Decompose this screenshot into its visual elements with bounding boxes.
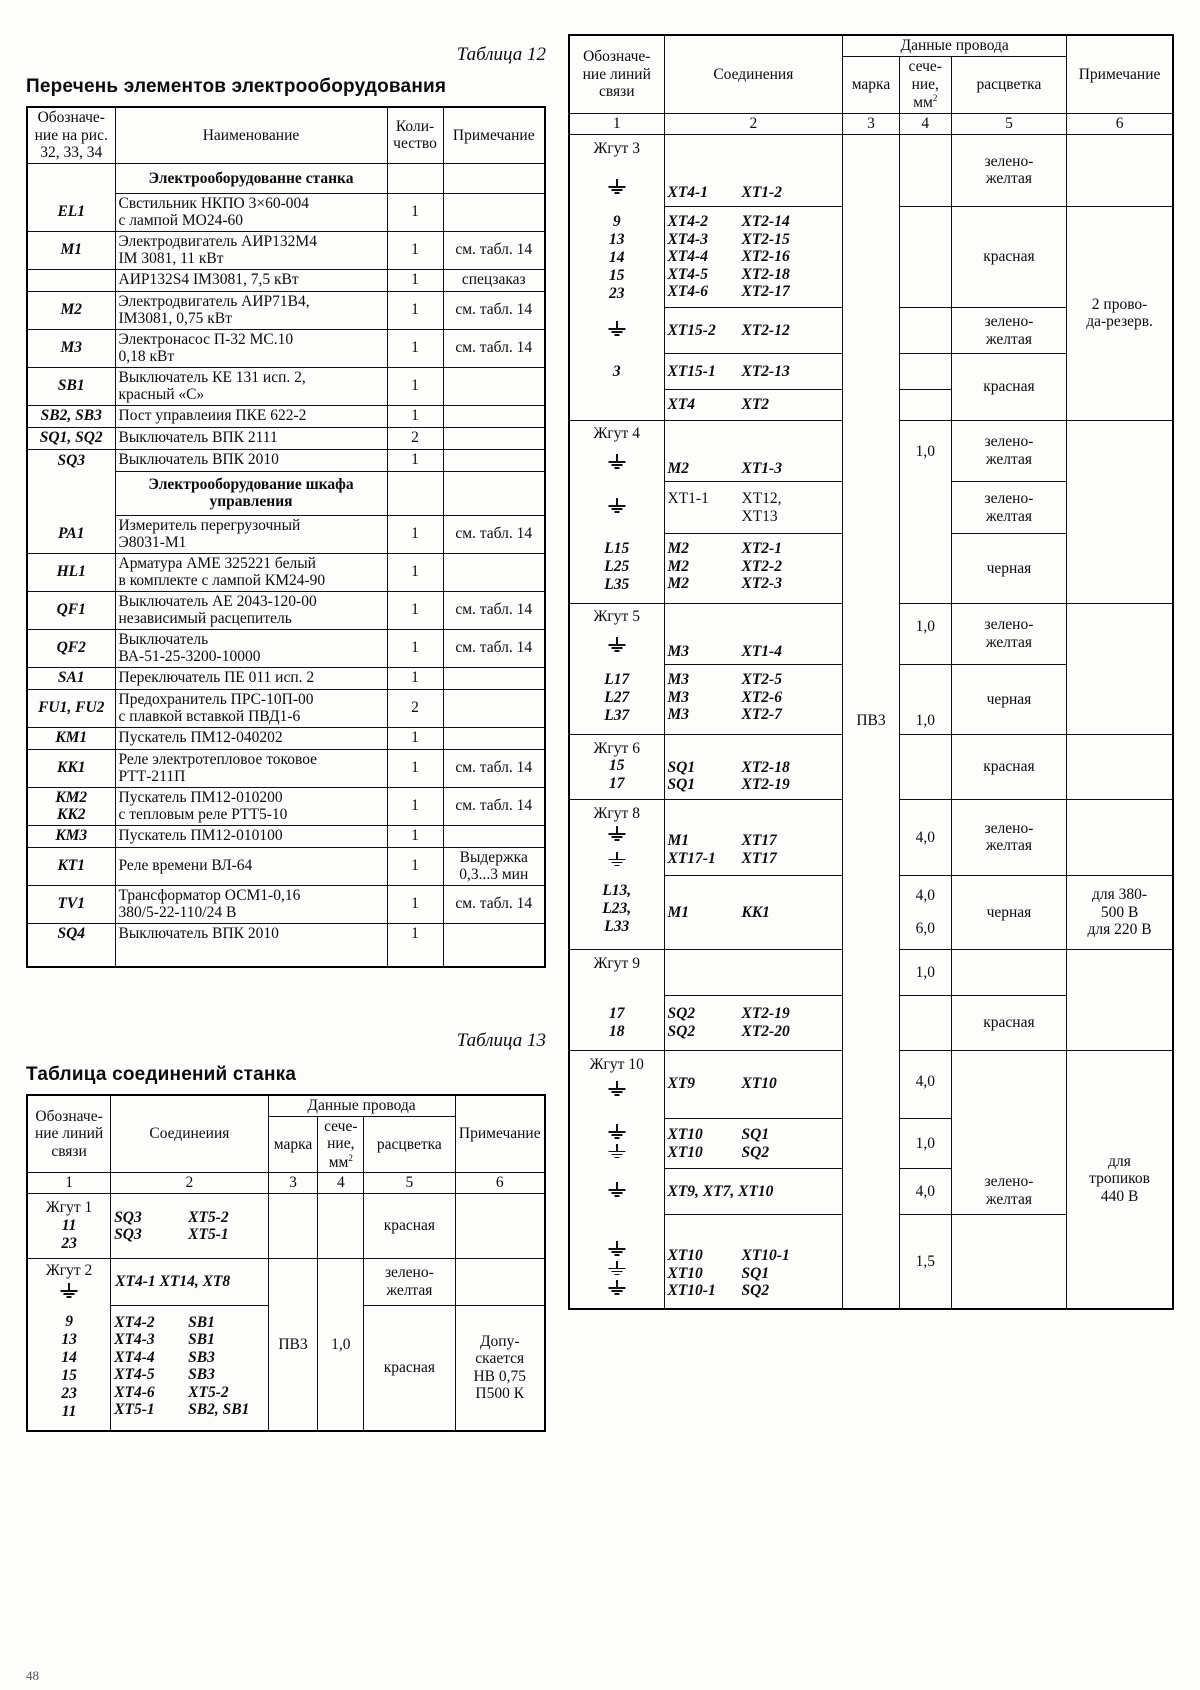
- cell-line-codes: L17 L27 L37: [569, 665, 664, 735]
- cell-designation: KT1: [27, 847, 115, 885]
- colnum-1: 1: [27, 1173, 111, 1194]
- cell-connections: M3 XT1-4: [664, 603, 843, 665]
- cell-note: см. табл. 14: [443, 291, 545, 329]
- table-row-jgut3-ground: [569, 134, 1173, 207]
- table12-caption: Таблица 12: [456, 44, 546, 65]
- right-column: [568, 34, 1174, 1310]
- cell-name: Выключатель ВПК 2010: [115, 923, 387, 945]
- table-row: [27, 591, 545, 629]
- cell-section: [899, 207, 951, 308]
- cell-name: Электродвигатель АИР132М4 IM 3081, 11 кВт: [115, 231, 387, 269]
- cell-note: [443, 923, 545, 945]
- ground-icon: [573, 1144, 661, 1164]
- table-row: [27, 269, 545, 291]
- cell-name: Пускатель ПМ12-040202: [115, 727, 387, 749]
- cell-color: черная: [951, 665, 1066, 735]
- empty-cell: [443, 163, 545, 193]
- colnum-5: 5: [364, 1173, 455, 1194]
- cell-section: [899, 308, 951, 354]
- cell-note: см. табл. 14: [443, 329, 545, 367]
- th-connections: Соединеиия: [111, 1095, 268, 1173]
- table-row: [27, 667, 545, 689]
- cell-designation: SB1: [27, 367, 115, 405]
- cell-section: 1,0: [899, 1119, 951, 1169]
- table-row: [27, 727, 545, 749]
- cell-color: черная: [951, 876, 1066, 950]
- cell-connections: XT9, XT7, XT10: [664, 1169, 843, 1215]
- cell-color: [951, 949, 1066, 996]
- ground-icon: [573, 826, 661, 846]
- left-column: [26, 44, 546, 1432]
- cell-color: зелено- желтая: [951, 308, 1066, 354]
- cell-note: [443, 825, 545, 847]
- cell-harness-label: Жгут 1 11 23: [27, 1194, 111, 1259]
- cell-color: зелено- желтая: [951, 420, 1066, 482]
- colnum-5: 5: [951, 113, 1066, 134]
- table12: [26, 106, 546, 968]
- cell-section: [899, 734, 951, 799]
- cell-harness-label: Жгут 9: [569, 949, 664, 996]
- cell-quantity: 1: [387, 667, 443, 689]
- cell-name: Выключатель ВПК 2010: [115, 449, 387, 471]
- cell-name: Выключатель КЕ 131 исп. 2, красный «С»: [115, 367, 387, 405]
- cell-color: зелено- желтая: [951, 603, 1066, 665]
- ground-icon: [573, 1081, 661, 1101]
- cell-quantity: 1: [387, 885, 443, 923]
- cell-note: [1067, 420, 1173, 603]
- cell-harness-label: Жгут 3: [569, 134, 664, 207]
- cell-color: черная: [951, 534, 1066, 604]
- cell-quantity: 1: [387, 291, 443, 329]
- table-row: [27, 787, 545, 825]
- cell-note: Допу- скается НВ 0,75 П500 К: [455, 1305, 545, 1431]
- table-row-spacer: [27, 945, 545, 967]
- table12r-column-numbers: [569, 113, 1173, 134]
- cell-harness-label: Жгут 8: [569, 799, 664, 876]
- cell-name: Реле времени ВЛ-64: [115, 847, 387, 885]
- table-row: [27, 689, 545, 727]
- cell-note: [1067, 949, 1173, 1050]
- cell-name: Арматура АМЕ 325221 белый в комплекте с лампой КМ24-90: [115, 553, 387, 591]
- cell-connections: XT15-2 XT2-12: [664, 308, 843, 354]
- cell-designation: SB2, SB3: [27, 405, 115, 427]
- th-color: расцветка: [364, 1116, 455, 1173]
- th-wire-data-group: Данные провода: [268, 1095, 455, 1117]
- cell-quantity: 1: [387, 553, 443, 591]
- ground-icon: [573, 1261, 661, 1281]
- cell-line-codes: 17 18: [569, 996, 664, 1051]
- cell-designation: TV1: [27, 885, 115, 923]
- section-heading-machine: Электрооборудованне станка: [115, 163, 387, 193]
- table12-header-row: [27, 107, 545, 163]
- cell-connections: XT9 XT10: [664, 1050, 843, 1119]
- cell-designation: QF2: [27, 629, 115, 667]
- th-mark: марка: [268, 1116, 318, 1173]
- cell-quantity: 1: [387, 515, 443, 553]
- empty-cell: [387, 471, 443, 515]
- ground-icon: [608, 321, 626, 336]
- cell-designation: [27, 269, 115, 291]
- cell-section: [899, 390, 951, 421]
- cell-quantity: 1: [387, 193, 443, 231]
- cell-note: [443, 405, 545, 427]
- cell-quantity: 1: [387, 591, 443, 629]
- cell-designation: SQ3: [27, 449, 115, 471]
- cell-connections: XT4-2 XT2-14 XT4-3 XT2-15 XT4-4 XT2-16 XT4-5 XT2-18 XT4-6 XT2-17: [664, 207, 843, 308]
- cell-quantity: 1: [387, 847, 443, 885]
- cell-section: 1,0: [318, 1259, 364, 1432]
- cell-quantity: 1: [387, 269, 443, 291]
- cell-quantity: 1: [387, 629, 443, 667]
- cell-connections: XT4-2 SB1 XT4-3 SB1 XT4-4 SB3 XT4-5 SB3 XT4-6 XT5-2 XT5-1 SB2, SB1: [111, 1305, 268, 1431]
- empty-cell: [115, 945, 387, 967]
- cell-name: Предохранитель ПРС-10П-00 с плавкой вставкой ПВД1-6: [115, 689, 387, 727]
- cell-color: красная: [364, 1305, 455, 1431]
- cell-name: Трансформатор ОСМ1-0,16 380/5-22-110/24 В: [115, 885, 387, 923]
- cell-empty: [569, 390, 664, 421]
- table-row: [27, 749, 545, 787]
- cell-connections: M1 KK1: [664, 876, 843, 950]
- table13-header-row-1: [27, 1095, 545, 1117]
- th-line-designation: Обозначе- ние линий связи: [569, 35, 664, 113]
- cell-quantity: 1: [387, 923, 443, 945]
- cell-note: [443, 449, 545, 471]
- cell-harness-label: Жгут 2: [27, 1259, 111, 1306]
- ground-icon: [573, 1124, 661, 1144]
- table-row: [27, 515, 545, 553]
- cell-designation: PA1: [27, 515, 115, 553]
- table-row: [27, 825, 545, 847]
- cell-designation: KK1: [27, 749, 115, 787]
- table-row: [27, 291, 545, 329]
- cell-name: Электродвигатель АИР71В4, IM3081, 0,75 кВт: [115, 291, 387, 329]
- cell-ground: [569, 482, 664, 534]
- cell-section: 1,0: [899, 603, 951, 665]
- ground-icon: [31, 1283, 107, 1303]
- cell-section: 4,0: [899, 1169, 951, 1215]
- cell-connections: XT15-1 XT2-13: [664, 354, 843, 390]
- ground-icon: [573, 454, 661, 474]
- cell-connections: SQ2 XT2-19 SQ2 XT2-20: [664, 996, 843, 1051]
- colnum-1: 1: [569, 113, 664, 134]
- cell-quantity: 1: [387, 787, 443, 825]
- cell-quantity: 2: [387, 689, 443, 727]
- cell-line-codes: L15 L25 L35: [569, 534, 664, 604]
- table-row: [27, 231, 545, 269]
- cell-ground-pair: [569, 1119, 664, 1169]
- table12-continued: [568, 34, 1174, 1310]
- ground-icon: [608, 1182, 626, 1197]
- cell-quantity: 1: [387, 231, 443, 269]
- cell-designation: HL1: [27, 553, 115, 591]
- cell-note: см. табл. 14: [443, 629, 545, 667]
- cell-note: см. табл. 14: [443, 515, 545, 553]
- cell-quantity: 1: [387, 749, 443, 787]
- cell-connections: M3 XT2-5 M3 XT2-6 M3 XT2-7: [664, 665, 843, 735]
- cell-color: красная: [951, 207, 1066, 308]
- cell-connections: [664, 949, 843, 996]
- table-row: [27, 329, 545, 367]
- cell-mark: ПВ3: [268, 1259, 318, 1432]
- cell-connections: XT1-1 XT12, XT13: [664, 482, 843, 534]
- cell-color: зелено- желтая: [951, 1050, 1066, 1215]
- cell-note: [1067, 603, 1173, 734]
- cell-color: зелено- желтая: [364, 1259, 455, 1306]
- cell-designation: M2: [27, 291, 115, 329]
- th-note: Примечание: [455, 1095, 545, 1173]
- cell-harness-label: Жгут 10: [569, 1050, 664, 1119]
- cell-section: 1,5: [899, 1215, 951, 1309]
- table-row: [27, 367, 545, 405]
- colnum-2: 2: [664, 113, 843, 134]
- empty-cell: [27, 471, 115, 515]
- cell-line-codes: 9 13 14 15 23 11: [27, 1305, 111, 1431]
- cell-note: см. табл. 14: [443, 787, 545, 825]
- ground-icon: [573, 179, 661, 199]
- ground-icon: [608, 498, 626, 513]
- th-color: расцветка: [951, 57, 1066, 114]
- cell-section: [899, 996, 951, 1051]
- cell-designation: SQ4: [27, 923, 115, 945]
- colnum-4: 4: [318, 1173, 364, 1194]
- cell-line-codes: 9 13 14 15 23: [569, 207, 664, 308]
- cell-quantity: 1: [387, 449, 443, 471]
- cell-color: зелено- желтая: [951, 134, 1066, 207]
- cell-note: [455, 1259, 545, 1306]
- cell-line-codes: 3: [569, 354, 664, 390]
- empty-cell: [387, 945, 443, 967]
- table-row: [27, 847, 545, 885]
- table-row: [27, 923, 545, 945]
- ground-icon: [573, 1241, 661, 1261]
- empty-cell: [443, 471, 545, 515]
- colnum-4: 4: [899, 113, 951, 134]
- cell-section: 4,0 6,0: [899, 876, 951, 950]
- cell-connections: SQ1 XT2-18 SQ1 XT2-19: [664, 734, 843, 799]
- cell-designation: M3: [27, 329, 115, 367]
- cell-name: Свстильник НКПО 3×60-004 с лампой МО24-60: [115, 193, 387, 231]
- cell-designation: KM1: [27, 727, 115, 749]
- cell-connections: XT4-1 XT14, XT8: [111, 1259, 268, 1306]
- cell-note: [443, 553, 545, 591]
- cell-ground: [569, 308, 664, 354]
- cell-section: 1,0: [899, 420, 951, 603]
- empty-cell: [443, 945, 545, 967]
- cell-note: см. табл. 14: [443, 749, 545, 787]
- cell-note: [455, 1194, 545, 1259]
- colnum-3: 3: [843, 113, 900, 134]
- cell-name: АИР132S4 IM3081, 7,5 кВт: [115, 269, 387, 291]
- ground-icon: [573, 637, 661, 657]
- empty-cell: [27, 945, 115, 967]
- cell-mark-span: ПВ3: [843, 134, 900, 1309]
- th-mark: марка: [843, 57, 900, 114]
- page-number: 48: [26, 1668, 39, 1683]
- cell-designation: SQ1, SQ2: [27, 427, 115, 449]
- cell-note: для 380- 500 В для 220 В: [1067, 876, 1173, 950]
- cell-quantity: 1: [387, 367, 443, 405]
- colnum-6: 6: [1067, 113, 1173, 134]
- cell-designation: KM2 KK2: [27, 787, 115, 825]
- th-note: Примечание: [1067, 35, 1173, 113]
- th-section: сече- ние, $мм^2$: [899, 57, 951, 114]
- cell-name: Пускатель ПМ12-010100: [115, 825, 387, 847]
- cell-designation: SA1: [27, 667, 115, 689]
- cell-note: см. табл. 14: [443, 231, 545, 269]
- cell-color: [951, 1215, 1066, 1309]
- table-row: [27, 193, 545, 231]
- empty-cell: [387, 163, 443, 193]
- cell-ground-triple: [569, 1215, 664, 1309]
- th-quantity: Коли- чество: [387, 107, 443, 163]
- table13-column-numbers: [27, 1173, 545, 1194]
- table-row-section2: [27, 471, 545, 515]
- table-row: [27, 885, 545, 923]
- cell-designation: M1: [27, 231, 115, 269]
- cell-quantity: 1: [387, 825, 443, 847]
- cell-designation: EL1: [27, 193, 115, 231]
- colnum-2: 2: [111, 1173, 268, 1194]
- cell-connections: SQ3 XT5-2 SQ3 XT5-1: [111, 1194, 268, 1259]
- table-row-jgut2-ground: [27, 1259, 545, 1306]
- cell-note: [1067, 799, 1173, 876]
- cell-name: Переключатель ПЕ 011 исп. 2: [115, 667, 387, 689]
- cell-note: [1067, 734, 1173, 799]
- cell-connections: XT4-1 XT1-2: [664, 134, 843, 207]
- cell-harness-label: Жгут 4: [569, 420, 664, 482]
- cell-quantity: 2: [387, 427, 443, 449]
- th-note: Примечание: [443, 107, 545, 163]
- cell-connections: XT10 XT10-1 XT10 SQ1 XT10-1 SQ2: [664, 1215, 843, 1309]
- cell-note: [443, 367, 545, 405]
- cell-color: красная: [364, 1194, 455, 1259]
- table-row: [27, 427, 545, 449]
- cell-connections: M2 XT1-3: [664, 420, 843, 482]
- cell-name: Реле электротепловое токовое РТТ-211П: [115, 749, 387, 787]
- cell-section: [899, 354, 951, 390]
- cell-section: [318, 1194, 364, 1259]
- cell-color: зелено- желтая: [951, 799, 1066, 876]
- table-row: [27, 449, 545, 471]
- colnum-3: 3: [268, 1173, 318, 1194]
- cell-connections: XT4 XT2: [664, 390, 843, 421]
- cell-note: см. табл. 14: [443, 591, 545, 629]
- cell-note: для тропиков 440 В: [1067, 1050, 1173, 1309]
- cell-designation: KM3: [27, 825, 115, 847]
- cell-section: 1,0: [899, 665, 951, 735]
- table13-title: Таблица соединений станка: [26, 1063, 297, 1085]
- empty-cell: [27, 163, 115, 193]
- cell-section: 4,0: [899, 1050, 951, 1119]
- cell-name: Выключатель АЕ 2043-120-00 независимый расцепитель: [115, 591, 387, 629]
- cell-connections: XT10 SQ1 XT10 SQ2: [664, 1119, 843, 1169]
- cell-note: [443, 427, 545, 449]
- colnum-6: 6: [455, 1173, 545, 1194]
- cell-section: [899, 134, 951, 207]
- cell-note: см. табл. 14: [443, 885, 545, 923]
- table12-title: Перечень элементов электрооборудования: [26, 76, 447, 97]
- th-wire-data-group: Данные провода: [843, 35, 1067, 57]
- th-connections: Соединения: [664, 35, 843, 113]
- section-heading-cabinet: Электрооборудование шкафа управления: [115, 471, 387, 515]
- cell-name: Выключатель ВПК 2111: [115, 427, 387, 449]
- ground-icon: [573, 852, 661, 872]
- cell-note: [443, 689, 545, 727]
- th-section: сече- ние, $мм^2$: [318, 1116, 364, 1173]
- cell-ground: [569, 1169, 664, 1215]
- cell-designation: FU1, FU2: [27, 689, 115, 727]
- cell-color: зелено- желтая: [951, 482, 1066, 534]
- table-row: [27, 629, 545, 667]
- cell-mark: [268, 1194, 318, 1259]
- cell-color: красная: [951, 996, 1066, 1051]
- cell-note: [1067, 134, 1173, 207]
- th-line-designation: Обозначе- ние линий связи: [27, 1095, 111, 1173]
- cell-quantity: 1: [387, 405, 443, 427]
- cell-connections: M1 XT17 XT17-1 XT17: [664, 799, 843, 876]
- cell-name: Пускатель ПМ12-010200 с тепловым реле РТТ5-10: [115, 787, 387, 825]
- th-designation: Обозначе- ние на рис. 32, 33, 34: [27, 107, 115, 163]
- table13-caption: Таблица 13: [456, 1029, 546, 1051]
- table-row-section1: [27, 163, 545, 193]
- cell-section: 1,0: [899, 949, 951, 996]
- cell-note: спецзаказ: [443, 269, 545, 291]
- cell-note: [443, 193, 545, 231]
- cell-name: Выключатель ВА-51-25-3200-10000: [115, 629, 387, 667]
- table-row: [27, 553, 545, 591]
- table-row: [27, 405, 545, 427]
- cell-connections: M2 XT2-1 M2 XT2-2 M2 XT2-3: [664, 534, 843, 604]
- cell-harness-label: Жгут 6 15 17: [569, 734, 664, 799]
- cell-quantity: 1: [387, 329, 443, 367]
- cell-quantity: 1: [387, 727, 443, 749]
- cell-note: [443, 667, 545, 689]
- cell-line-codes: L13, L23, L33: [569, 876, 664, 950]
- table13: [26, 1094, 546, 1433]
- cell-name: Измеритель перегрузочный Э8031-М1: [115, 515, 387, 553]
- table12r-header-row-1: [569, 35, 1173, 57]
- table-row-jgut1: [27, 1194, 545, 1259]
- ground-icon: [573, 1280, 661, 1300]
- cell-color: красная: [951, 734, 1066, 799]
- cell-color: красная: [951, 354, 1066, 421]
- th-name: Наименование: [115, 107, 387, 163]
- cell-section: 4,0: [899, 799, 951, 876]
- cell-name: Пост управлеиия ПКЕ 622-2: [115, 405, 387, 427]
- cell-name: Электронасос П-32 МС.10 0,18 кВт: [115, 329, 387, 367]
- cell-note: Выдержка 0,3...3 мин: [443, 847, 545, 885]
- cell-harness-label: Жгут 5: [569, 603, 664, 665]
- cell-designation: QF1: [27, 591, 115, 629]
- cell-note: 2 прово- да-резерв.: [1067, 207, 1173, 421]
- cell-note: [443, 727, 545, 749]
